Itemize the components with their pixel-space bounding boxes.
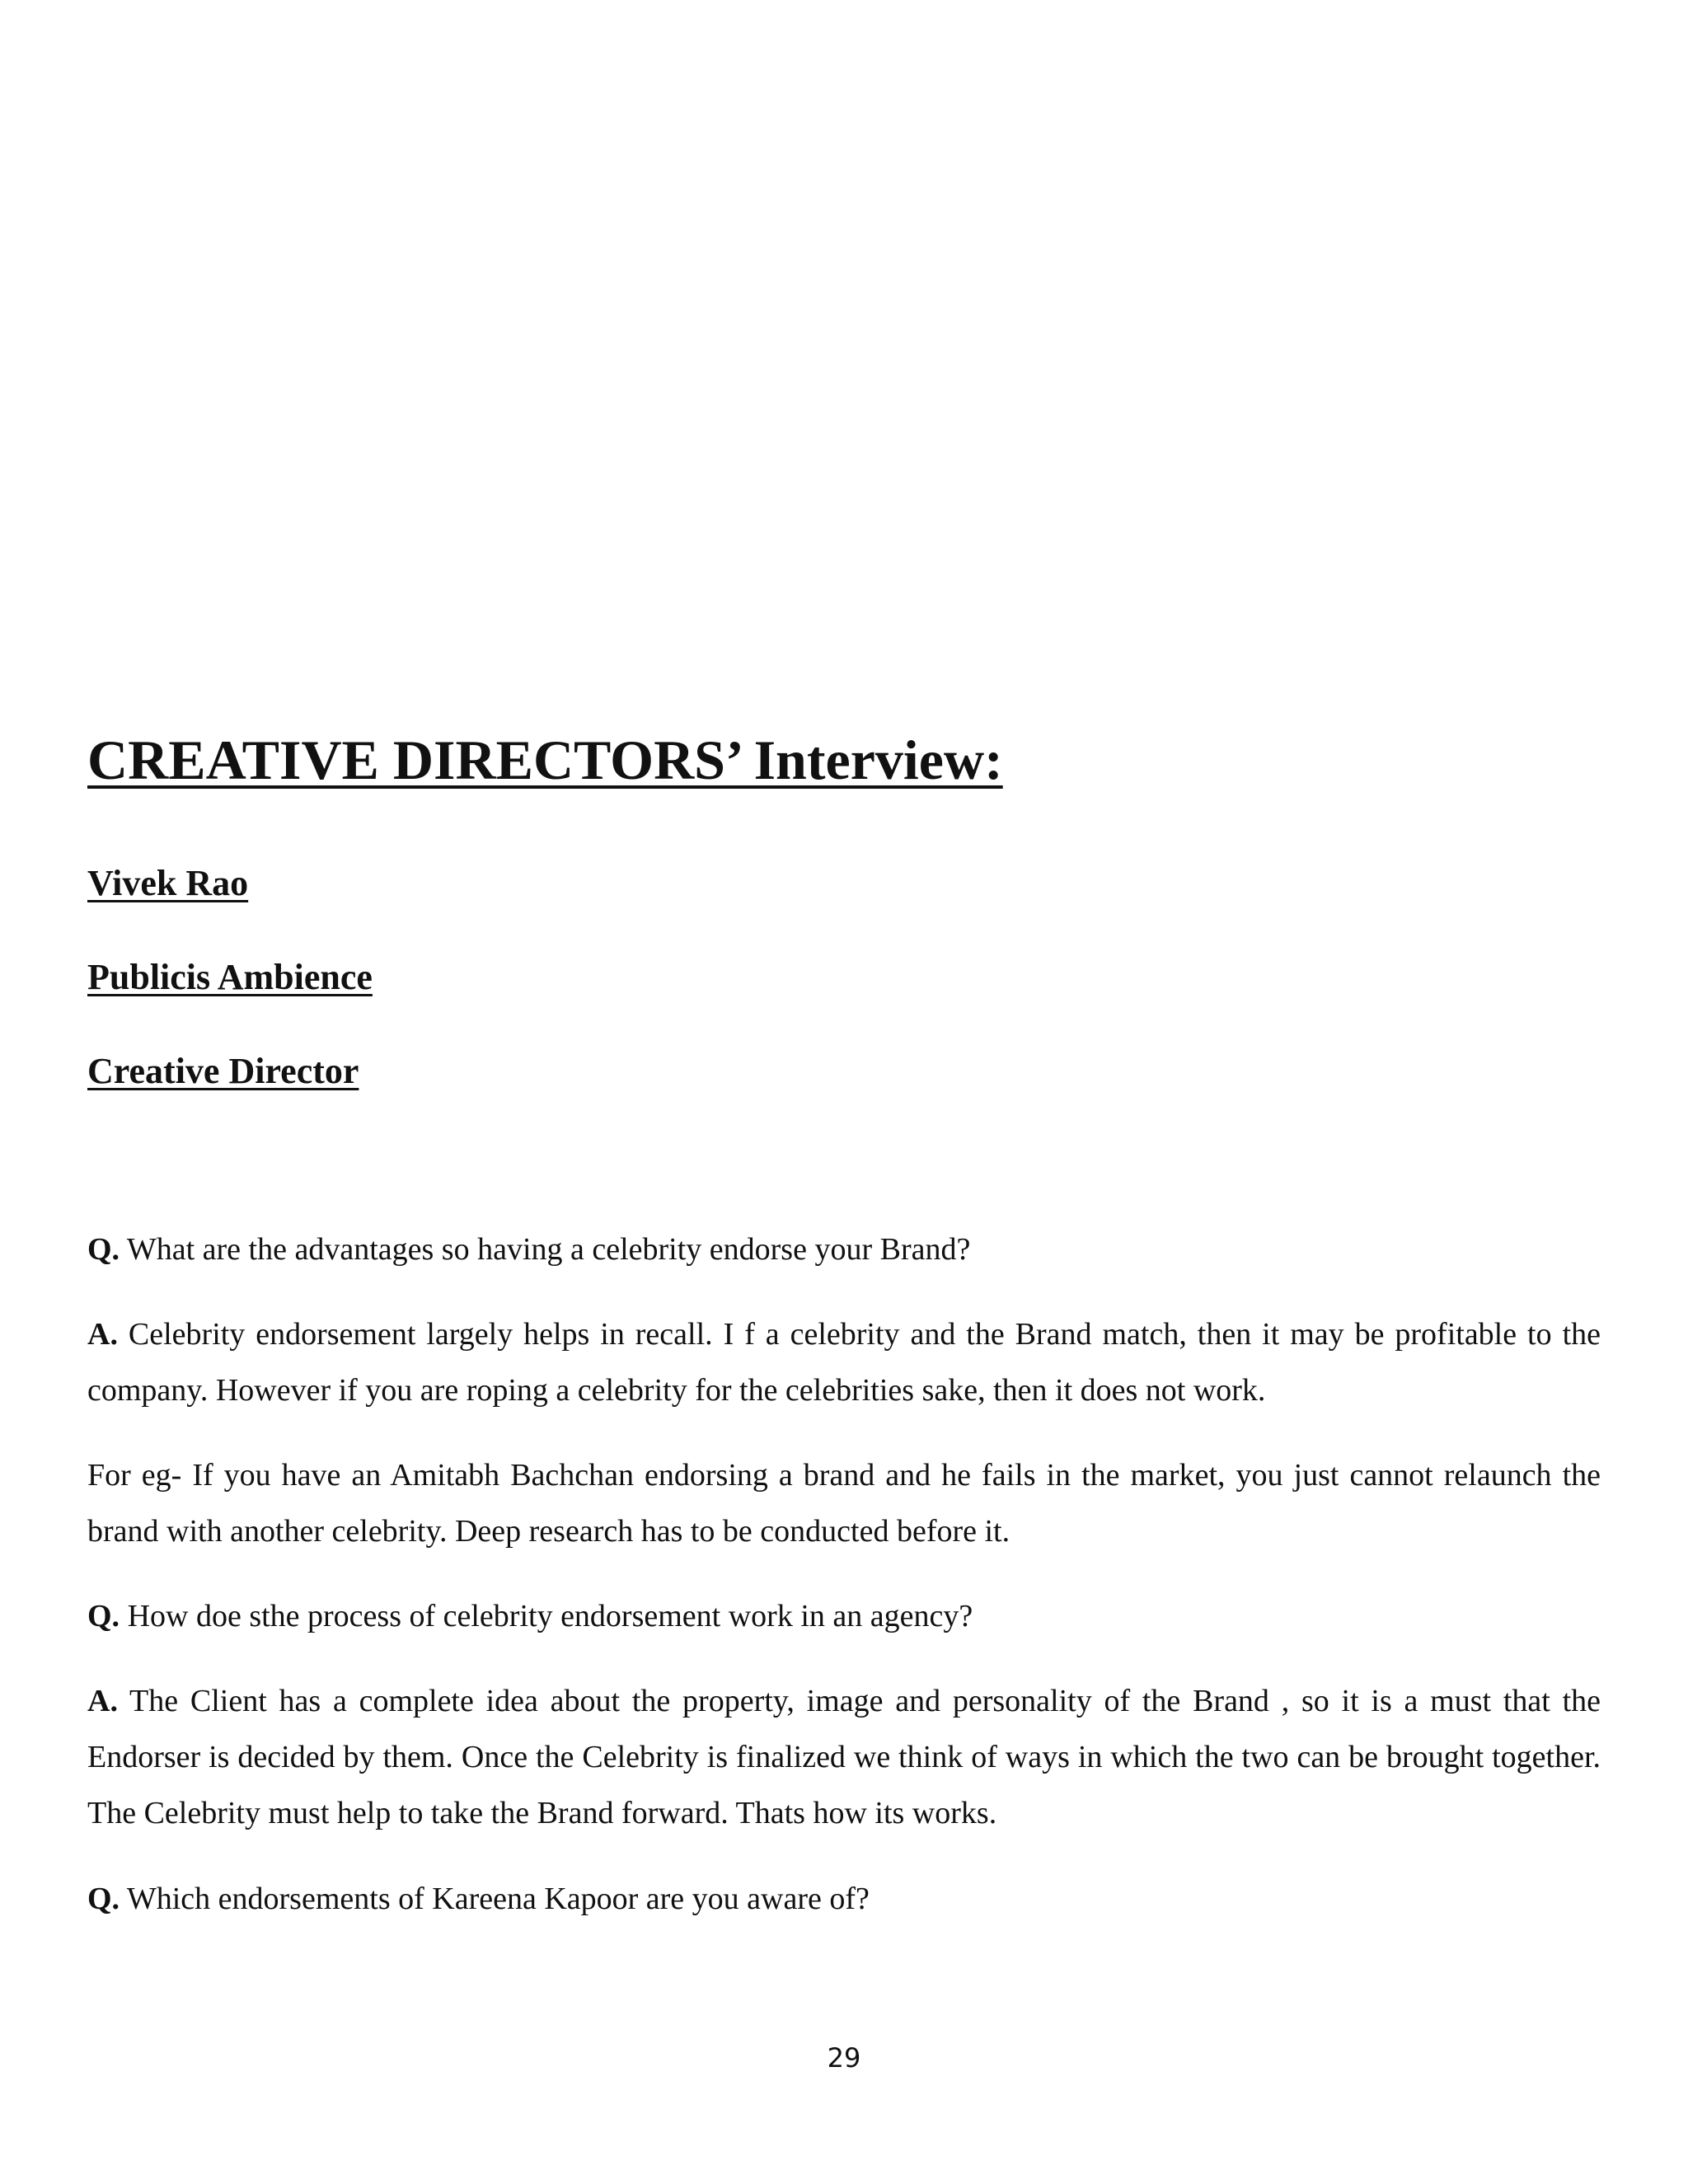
answer-marker: A.	[87, 1317, 118, 1352]
answer-text: For eg- If you have an Amitabh Bachchan endorsing a brand and he fails in the market, you just cannot relaunch the brand with another celebrity. Deep research has to be conducted before it.	[87, 1458, 1601, 1549]
answer-continuation-paragraph	[87, 1447, 1601, 1559]
question-paragraph	[87, 1588, 1601, 1644]
answer-marker: A.	[87, 1684, 118, 1718]
answer-text: The Client has a complete idea about the property, image and personality of the Brand , so it is a must that the Endorser is decided by them. Once the Celebrity is finalized we think of ways in which the two can be brought together. The Celebrity must help to take the Brand forward. Thats how its works.	[87, 1684, 1601, 1830]
question-text: Which endorsements of Kareena Kapoor are you aware of?	[120, 1882, 870, 1916]
answer-text: Celebrity endorsement largely helps in recall. I f a celebrity and the Brand match, then it may be profitable to the company. However if you are roping a celebrity for the celebrities sake, then it does not work.	[87, 1317, 1601, 1408]
question-marker: Q.	[87, 1882, 120, 1916]
answer-paragraph	[87, 1306, 1601, 1418]
question-marker: Q.	[87, 1599, 120, 1633]
interviewee-role: Creative Director	[87, 1051, 359, 1091]
page-title: CREATIVE DIRECTORS’ Interview:	[87, 729, 1003, 791]
interviewee-name: Vivek Rao	[87, 863, 249, 903]
question-text: How doe sthe process of celebrity endorsement work in an agency?	[120, 1599, 973, 1633]
interviewee-company: Publicis Ambience	[87, 957, 373, 997]
question-text: What are the advantages so having a celebrity endorse your Brand?	[120, 1232, 971, 1267]
question-paragraph	[87, 1221, 1601, 1277]
page-number: 29	[827, 2042, 861, 2074]
answer-paragraph	[87, 1673, 1601, 1841]
question-paragraph	[87, 1871, 1601, 1927]
question-marker: Q.	[87, 1232, 120, 1267]
